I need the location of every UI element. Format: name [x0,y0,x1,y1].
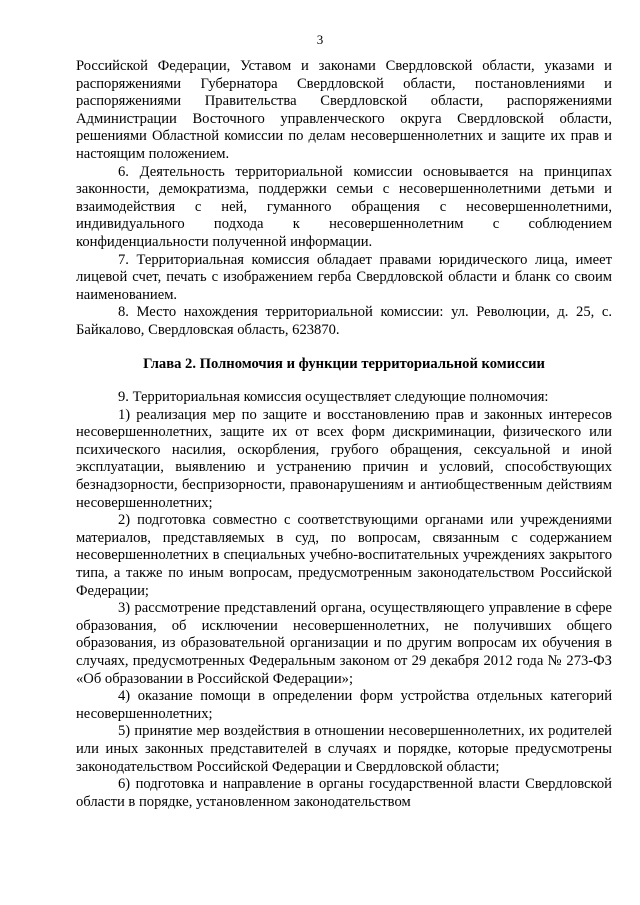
subitem-3: 3) рассмотрение представлений органа, осуществляющего управление в сфере образования, об исключении несовершеннолетних, не получивших общего образования, из образовательной организации и по другим вопросам их обучения в случаях, предусмотренных Федеральным законом от 29 декабря 2012 года № 273-ФЗ «Об образовании в Российской Федерации»; [76,600,612,687]
paragraph-continuation: Российской Федерации, Уставом и законами Свердловской области, указами и распоряжениями Губернатора Свердловской области, постановлениями и распоряжениями Правительства Свердловской области, распоряжениями Администрации Восточного управленческого округа Свердловской области, решениями Областной комиссии по делам несовершеннолетних и защите их прав и настоящим положением. [76,58,612,162]
paragraph-item-8: 8. Место нахождения территориальной комиссии: ул. Революции, д. 25, с. Байкалово, Свердловская область, 623870. [76,304,612,338]
document-body [76,58,612,811]
subitem-5: 5) принятие мер воздействия в отношении несовершеннолетних, их родителей или иных законных представителей в случаях и порядке, которые предусмотрены законодательством Российской Федерации и Свердловской области; [76,723,612,775]
paragraph-item-6: 6. Деятельность территориальной комиссии основывается на принципах законности, демократизма, поддержки семьи с несовершеннолетними детьми и взаимодействия с ней, гуманного обращения с несовершеннолетними, индивидуального подхода к несовершеннолетним с соблюдением конфиденциальности полученной информации. [76,163,612,250]
chapter-heading: Глава 2. Полномочия и функции территориальной комиссии [143,355,545,372]
page-number: 3 [316,32,324,47]
paragraph-item-7: 7. Территориальная комиссия обладает правами юридического лица, имеет лицевой счет, печать с изображением герба Свердловской области и бланк со своим наименованием. [76,251,612,303]
subitem-2: 2) подготовка совместно с соответствующими органами или учреждениями материалов, представляемых в суд, по вопросам, связанным с содержанием несовершеннолетних в специальных учебно-воспитательных учреждениях закрытого типа, а также по иным вопросам, предусмотренным законодательством Российской Федерации; [76,512,612,599]
paragraph-item-9: 9. Территориальная комиссия осуществляет следующие полномочия: [118,389,549,406]
subitem-4: 4) оказание помощи в определении форм устройства отдельных категорий несовершеннолетних; [76,688,612,722]
subitem-6: 6) подготовка и направление в органы государственной власти Свердловской области в порядке, установленном законодательством [76,776,612,810]
subitem-1: 1) реализация мер по защите и восстановлению прав и законных интересов несовершеннолетних, защите их от всех форм дискриминации, физического или психического насилия, оскорбления, грубого обращения, сексуальной и иной эксплуатации, выявлению и устранению причин и условий, способствующих безнадзорности, беспризорности, правонарушениям и антиобщественным действиям несовершеннолетних; [76,406,612,511]
